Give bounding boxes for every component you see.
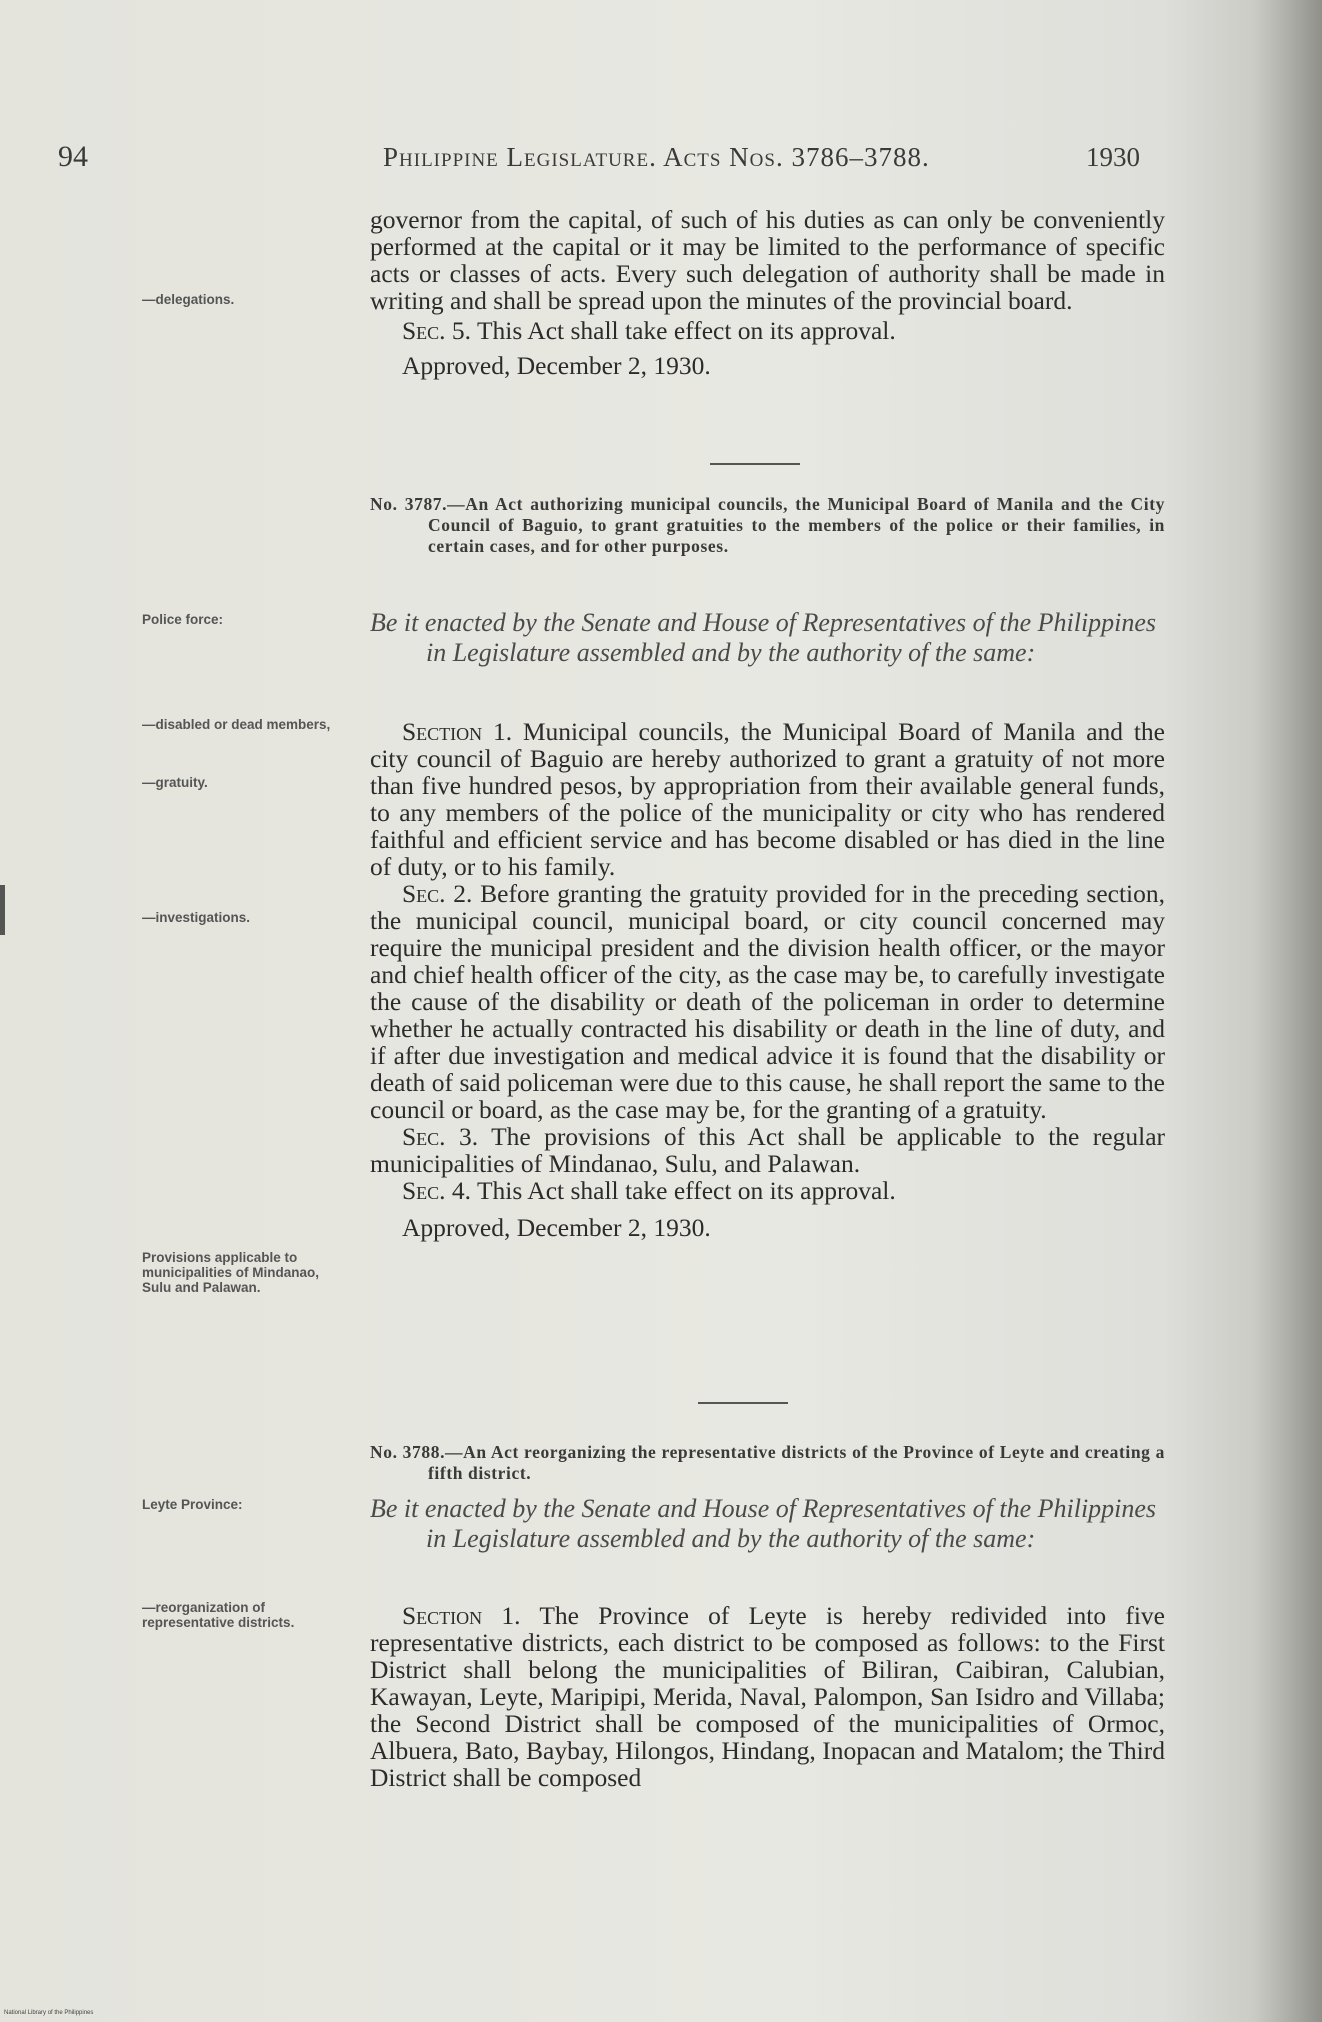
- section-label: Sec. 3.: [402, 1122, 479, 1151]
- section-text: Before granting the gratuity provided for in the preceding section, the municipal council, municipal board, or city council concerned may require the municipal president and the division health officer, or the mayor and chief health officer of the city, as the case may be, to carefully investigate the cause of the disability or death of the policeman in order to determine whether he actually contracted his disability or death in the line of duty, and if after due investigation and medical advice it is found that the disability or death of said policeman were due to this cause, he shall report the same to the council or board, as the case may be, for the granting of a gratuity.: [370, 879, 1166, 1124]
- enacting-clause-text: Be it enacted by the Senate and House of Representatives of the Philippines in Legislature assembled and by the authority of the same:: [370, 1494, 1157, 1553]
- margin-note-provisions: Provisions applicable to municipalities of Mindanao, Sulu and Palawan.: [142, 1250, 320, 1295]
- act-3788-title: [370, 1442, 1165, 1484]
- section-label: Section 1.: [402, 1601, 521, 1630]
- margin-note-disabled: —disabled or dead members,: [142, 717, 331, 732]
- page-number: 94: [58, 140, 88, 173]
- margin-note-police-force: Police force:: [142, 612, 224, 627]
- section-label: Sec. 4.: [402, 1176, 472, 1205]
- section-text: Municipal councils, the Municipal Board of Manila and the city council of Baguio are hereby authorized to grant a gratuity of not more than five hundred pesos, by appropriation from their available general funds, to any members of the police of the municipality or city who has rendered faithful and efficient service and has become disabled or has died in the line of duty, or to his family.: [370, 717, 1165, 881]
- section-2: [370, 880, 1165, 1123]
- act-3788-enacting-clause: [370, 1494, 1165, 1554]
- act-title-text: No. 3787.—An Act authorizing municipal councils, the Municipal Board of Manila and the City Council of Baguio, to grant gratuities to the members of the police or their families, in certain cases, and for other purposes.: [370, 494, 1165, 556]
- margin-note-investigations: —investigations.: [142, 910, 251, 925]
- act-3787-body: [370, 718, 1165, 1241]
- section-divider: [710, 463, 800, 465]
- approved-line: Approved, December 2, 1930.: [402, 351, 711, 380]
- margin-note-reorganization: —reorganization of representative districts.: [142, 1600, 295, 1630]
- margin-note-delegations: —delegations.: [142, 292, 235, 307]
- section-4: [370, 1177, 1165, 1204]
- page-edge-shadow: [1252, 0, 1322, 2022]
- act-3787-enacting-clause: [370, 608, 1165, 668]
- scan-credit: National Library of the Philippines: [4, 2010, 94, 2016]
- act-3787-title: [370, 494, 1165, 557]
- section-label: Sec. 2.: [402, 879, 473, 908]
- margin-note-gratuity: —gratuity.: [142, 775, 208, 790]
- section-text: The Province of Leyte is hereby redivided into five representative districts, each district to be composed as follows: to the First District shall belong the municipalities of Biliran, Caibiran, Calubian, Kawayan, Leyte, Maripipi, Merida, Naval, Palompon, San Isidro and Villaba; the Second District shall be composed of the municipalities of Ormoc, Albuera, Bato, Baybay, Hilongos, Hindang, Inopacan and Matalom; the Third District shall be composed: [370, 1601, 1165, 1792]
- act-3786-tail: [370, 206, 1165, 379]
- section-text: The provisions of this Act shall be applicable to the regular municipalities of Mindanao, Sulu, and Palawan.: [370, 1122, 1166, 1178]
- section-5: [370, 317, 1165, 344]
- act-3788-body: [370, 1602, 1165, 1791]
- running-head-year: 1930: [1086, 142, 1140, 172]
- approved-line: Approved, December 2, 1930.: [402, 1213, 711, 1242]
- section-divider: [698, 1402, 788, 1404]
- section-label: Section 1.: [402, 717, 513, 746]
- section-3: [370, 1123, 1165, 1177]
- scan-edge-mark: [0, 885, 5, 935]
- section-1: [370, 1602, 1165, 1791]
- paragraph: governor from the capital, of such of his duties as can only be conveniently performed at the capital or it may be limited to the performance of specific acts or classes of acts. Every such delegation of authority shall be made in writing and shall be spread upon the minutes of the provincial board.: [370, 205, 1165, 315]
- margin-note-leyte: Leyte Province:: [142, 1497, 243, 1512]
- enacting-clause-text: Be it enacted by the Senate and House of Representatives of the Philippines in Legislature assembled and by the authority of the same:: [370, 608, 1157, 667]
- act-title-text: No. 3788.—An Act reorganizing the representative districts of the Province of Leyte and creating a fifth district.: [370, 1442, 1165, 1483]
- section-label: Sec. 5.: [402, 316, 472, 345]
- section-text: This Act shall take effect on its approval.: [471, 1176, 896, 1205]
- section-text: This Act shall take effect on its approval.: [471, 316, 896, 345]
- running-head: Philippine Legislature. Acts Nos. 3786–3788.: [383, 142, 930, 172]
- section-1: [370, 718, 1165, 880]
- page-header: [0, 140, 1322, 180]
